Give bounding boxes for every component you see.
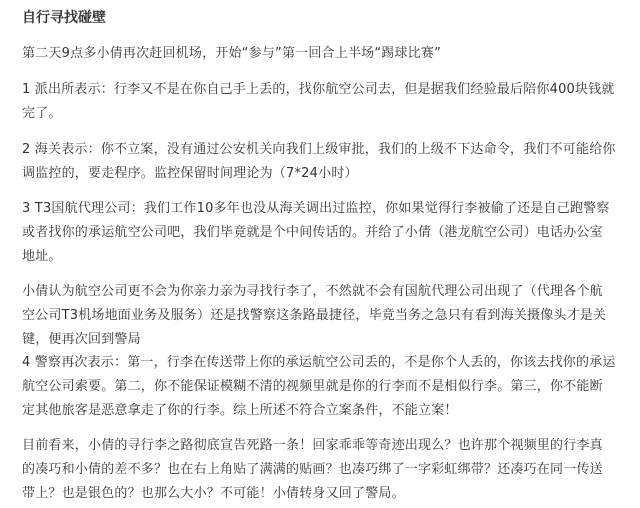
text-line: 地址。 [22,249,62,264]
paragraph-conclusion [22,434,622,506]
text-line: 3 T3国航代理公司：我们工作10多年也没从海关调出过监控，你如果觉得行李被偷了还是自己跑警察 [22,201,610,216]
article-title: 自行寻找碰壁 [22,10,106,26]
paragraph-agent-statement [22,197,622,269]
text-line: 键，便再次回到警局 [22,332,141,347]
paragraph-customs-statement [22,138,622,186]
text-line: 航空公司索要。第二，你不能保证模糊不清的视频里就是你的行李而不是相似行李。第三，你不能断 [22,379,603,394]
text-line: 的凑巧和小倩的差不多？也在右上角贴了满满的贴画？也凑巧绑了一字彩虹绑带？还凑巧在同一传送 [22,462,603,477]
text-line: 目前看来，小倩的寻行李之路彻底宣告死路一条！回家乖乖等奇迹出现么？也许那个视频里的行李真 [22,438,603,453]
paragraph-police-second-statement [22,351,622,423]
text-line: 定其他旅客是恶意拿走了你的行李。综上所述不符合立案条件，不能立案！ [22,403,458,418]
text-line: 或者找你的承运航空公司吧，我们毕竟就是个中间传话的。并给了小倩（港龙航空公司）电话办公室 [22,225,603,240]
paragraph-reasoning [22,280,622,352]
paragraph-intro [22,42,622,66]
text-line: 小倩认为航空公司更不会为你亲力亲为寻找行李了，不然就不会有国航代理公司出现了（代理各个航 [22,284,603,299]
text-line: 2 海关表示：你不立案，没有通过公安机关向我们上级审批，我们的上级不下达命令，我们不可能给你 [22,142,616,157]
text-line: 调监控的，要走程序。监控保留时间理论为（7*24小时） [22,166,358,181]
text-line: 带上？也是银色的？也那么大小？不可能！小倩转身又回了警局。 [22,486,405,501]
paragraph-police-statement [22,78,622,126]
text-line: 4 警察再次表示：第一，行李在传送带上你的承运航空公司丢的，不是你个人丢的，你该去找你的承运 [22,355,616,370]
text-line: 空公司T3机场地面业务及服务）还是找警察这条路最捷径，毕竟当务之急只有看到海关摄像头才是关 [22,308,607,323]
text-line: 第二天9点多小倩再次赶回机场，开始“参与”第一回合上半场“踢球比赛” [22,46,442,61]
text-line: 1 派出所表示：行李又不是在你自己手上丢的，找你航空公司去，但是据我们经验最后陪你400块钱就 [22,82,615,97]
text-line: 完了。 [22,106,62,121]
